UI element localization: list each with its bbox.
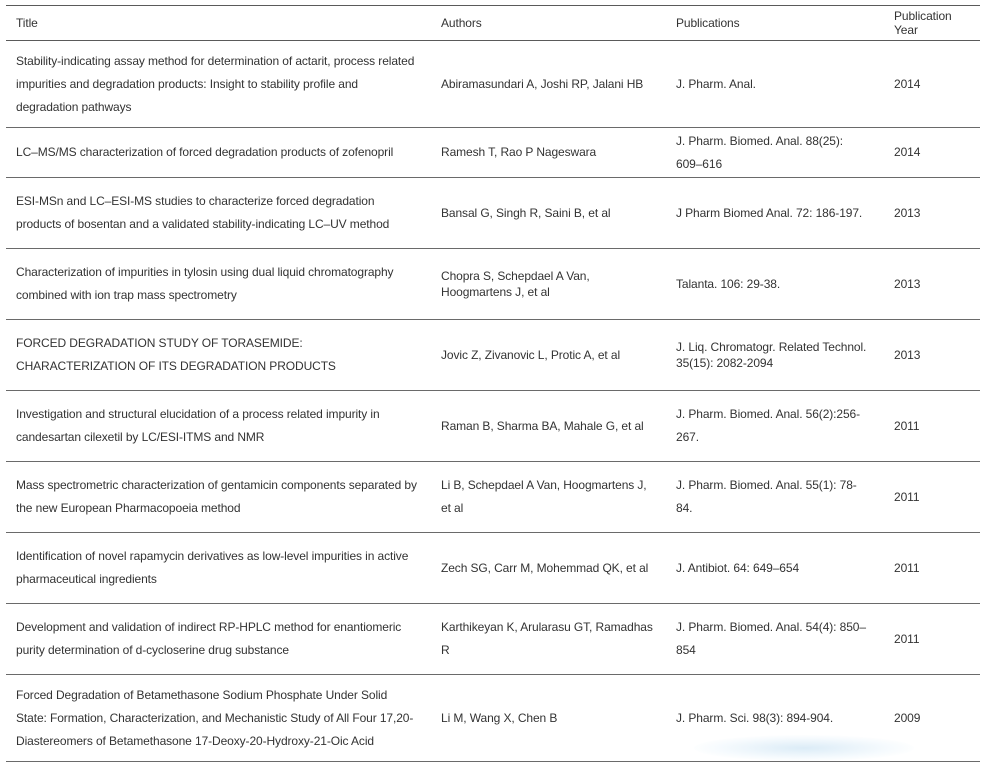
- cell-title: Mass spectrometric characterization of gentamicin components separated by the new European Pharmacopoeia method: [6, 462, 431, 533]
- cell-authors: Li M, Wang X, Chen B: [431, 675, 666, 762]
- table-row: [6, 533, 980, 604]
- column-header-year: Publication Year: [882, 6, 980, 41]
- cell-year: 2014: [882, 41, 980, 128]
- cell-year: 2013: [882, 178, 980, 249]
- cell-authors: Bansal G, Singh R, Saini B, et al: [431, 178, 666, 249]
- cell-publication: J. Antibiot. 64: 649–654: [666, 533, 882, 604]
- table-row: [6, 320, 980, 391]
- cell-publication: J Pharm Biomed Anal. 72: 186-197.: [666, 178, 882, 249]
- cell-authors: Karthikeyan K, Arularasu GT, Ramadhas R: [431, 604, 666, 675]
- cell-authors: Zech SG, Carr M, Mohemmad QK, et al: [431, 533, 666, 604]
- cell-title: Identification of novel rapamycin derivatives as low-level impurities in active pharmaceutical ingredients: [6, 533, 431, 604]
- cell-authors: Chopra S, Schepdael A Van, Hoogmartens J, et al: [431, 249, 666, 320]
- cell-publication: J. Pharm. Biomed. Anal. 54(4): 850–854: [666, 604, 882, 675]
- cell-publication: J. Pharm. Biomed. Anal. 56(2):256-267.: [666, 391, 882, 462]
- column-header-publications: Publications: [666, 6, 882, 41]
- cell-year: 2011: [882, 391, 980, 462]
- cell-year: 2013: [882, 320, 980, 391]
- cell-year: 2014: [882, 128, 980, 178]
- table-row: [6, 604, 980, 675]
- cell-title: LC–MS/MS characterization of forced degradation products of zofenopril: [6, 128, 431, 178]
- table-header: [6, 6, 980, 41]
- table-row: [6, 41, 980, 128]
- cell-authors: Abiramasundari A, Joshi RP, Jalani HB: [431, 41, 666, 128]
- cell-title: Forced Degradation of Betamethasone Sodium Phosphate Under Solid State: Formation, Characterization, and Mechanistic Study of All Four 17,20-Diastereomers of Betamethasone 17-Deoxy-20-Hydroxy-21-Oic Acid: [6, 675, 431, 762]
- cell-authors: Jovic Z, Zivanovic L, Protic A, et al: [431, 320, 666, 391]
- table-row: [6, 128, 980, 178]
- cell-year: 2011: [882, 604, 980, 675]
- table-row: [6, 249, 980, 320]
- table-row: [6, 391, 980, 462]
- cell-title: Development and validation of indirect RP-HPLC method for enantiomeric purity determination of d-cycloserine drug substance: [6, 604, 431, 675]
- table-row: [6, 462, 980, 533]
- cell-year: 2013: [882, 249, 980, 320]
- cell-title: Characterization of impurities in tylosin using dual liquid chromatography combined with ion trap mass spectrometry: [6, 249, 431, 320]
- cell-title: ESI-MSn and LC–ESI-MS studies to characterize forced degradation products of bosentan and a validated stability-indicating LC–UV method: [6, 178, 431, 249]
- publications-table: [6, 5, 980, 762]
- cell-authors: Ramesh T, Rao P Nageswara: [431, 128, 666, 178]
- cell-publication: J. Pharm. Biomed. Anal. 55(1): 78-84.: [666, 462, 882, 533]
- cell-publication: J. Pharm. Biomed. Anal. 88(25): 609–616: [666, 128, 882, 178]
- watermark-decoration: [694, 735, 914, 761]
- column-header-title: Title: [6, 6, 431, 41]
- cell-publication: J. Pharm. Anal.: [666, 41, 882, 128]
- cell-year: 2009: [882, 675, 980, 762]
- table-body: [6, 41, 980, 762]
- publications-table-container: [6, 5, 980, 762]
- table-row: [6, 178, 980, 249]
- cell-title: FORCED DEGRADATION STUDY OF TORASEMIDE: CHARACTERIZATION OF ITS DEGRADATION PRODUCTS: [6, 320, 431, 391]
- cell-publication: J. Pharm. Sci. 98(3): 894-904.: [666, 675, 882, 762]
- header-row: [6, 6, 980, 41]
- cell-publication: Talanta. 106: 29-38.: [666, 249, 882, 320]
- cell-year: 2011: [882, 462, 980, 533]
- cell-year: 2011: [882, 533, 980, 604]
- column-header-authors: Authors: [431, 6, 666, 41]
- cell-publication: J. Liq. Chromatogr. Related Technol. 35(15): 2082-2094: [666, 320, 882, 391]
- cell-authors: Raman B, Sharma BA, Mahale G, et al: [431, 391, 666, 462]
- cell-authors: Li B, Schepdael A Van, Hoogmartens J, et al: [431, 462, 666, 533]
- cell-title: Investigation and structural elucidation of a process related impurity in candesartan cilexetil by LC/ESI-ITMS and NMR: [6, 391, 431, 462]
- cell-title: Stability-indicating assay method for determination of actarit, process related impurities and degradation products: Insight to stability profile and degradation pathways: [6, 41, 431, 128]
